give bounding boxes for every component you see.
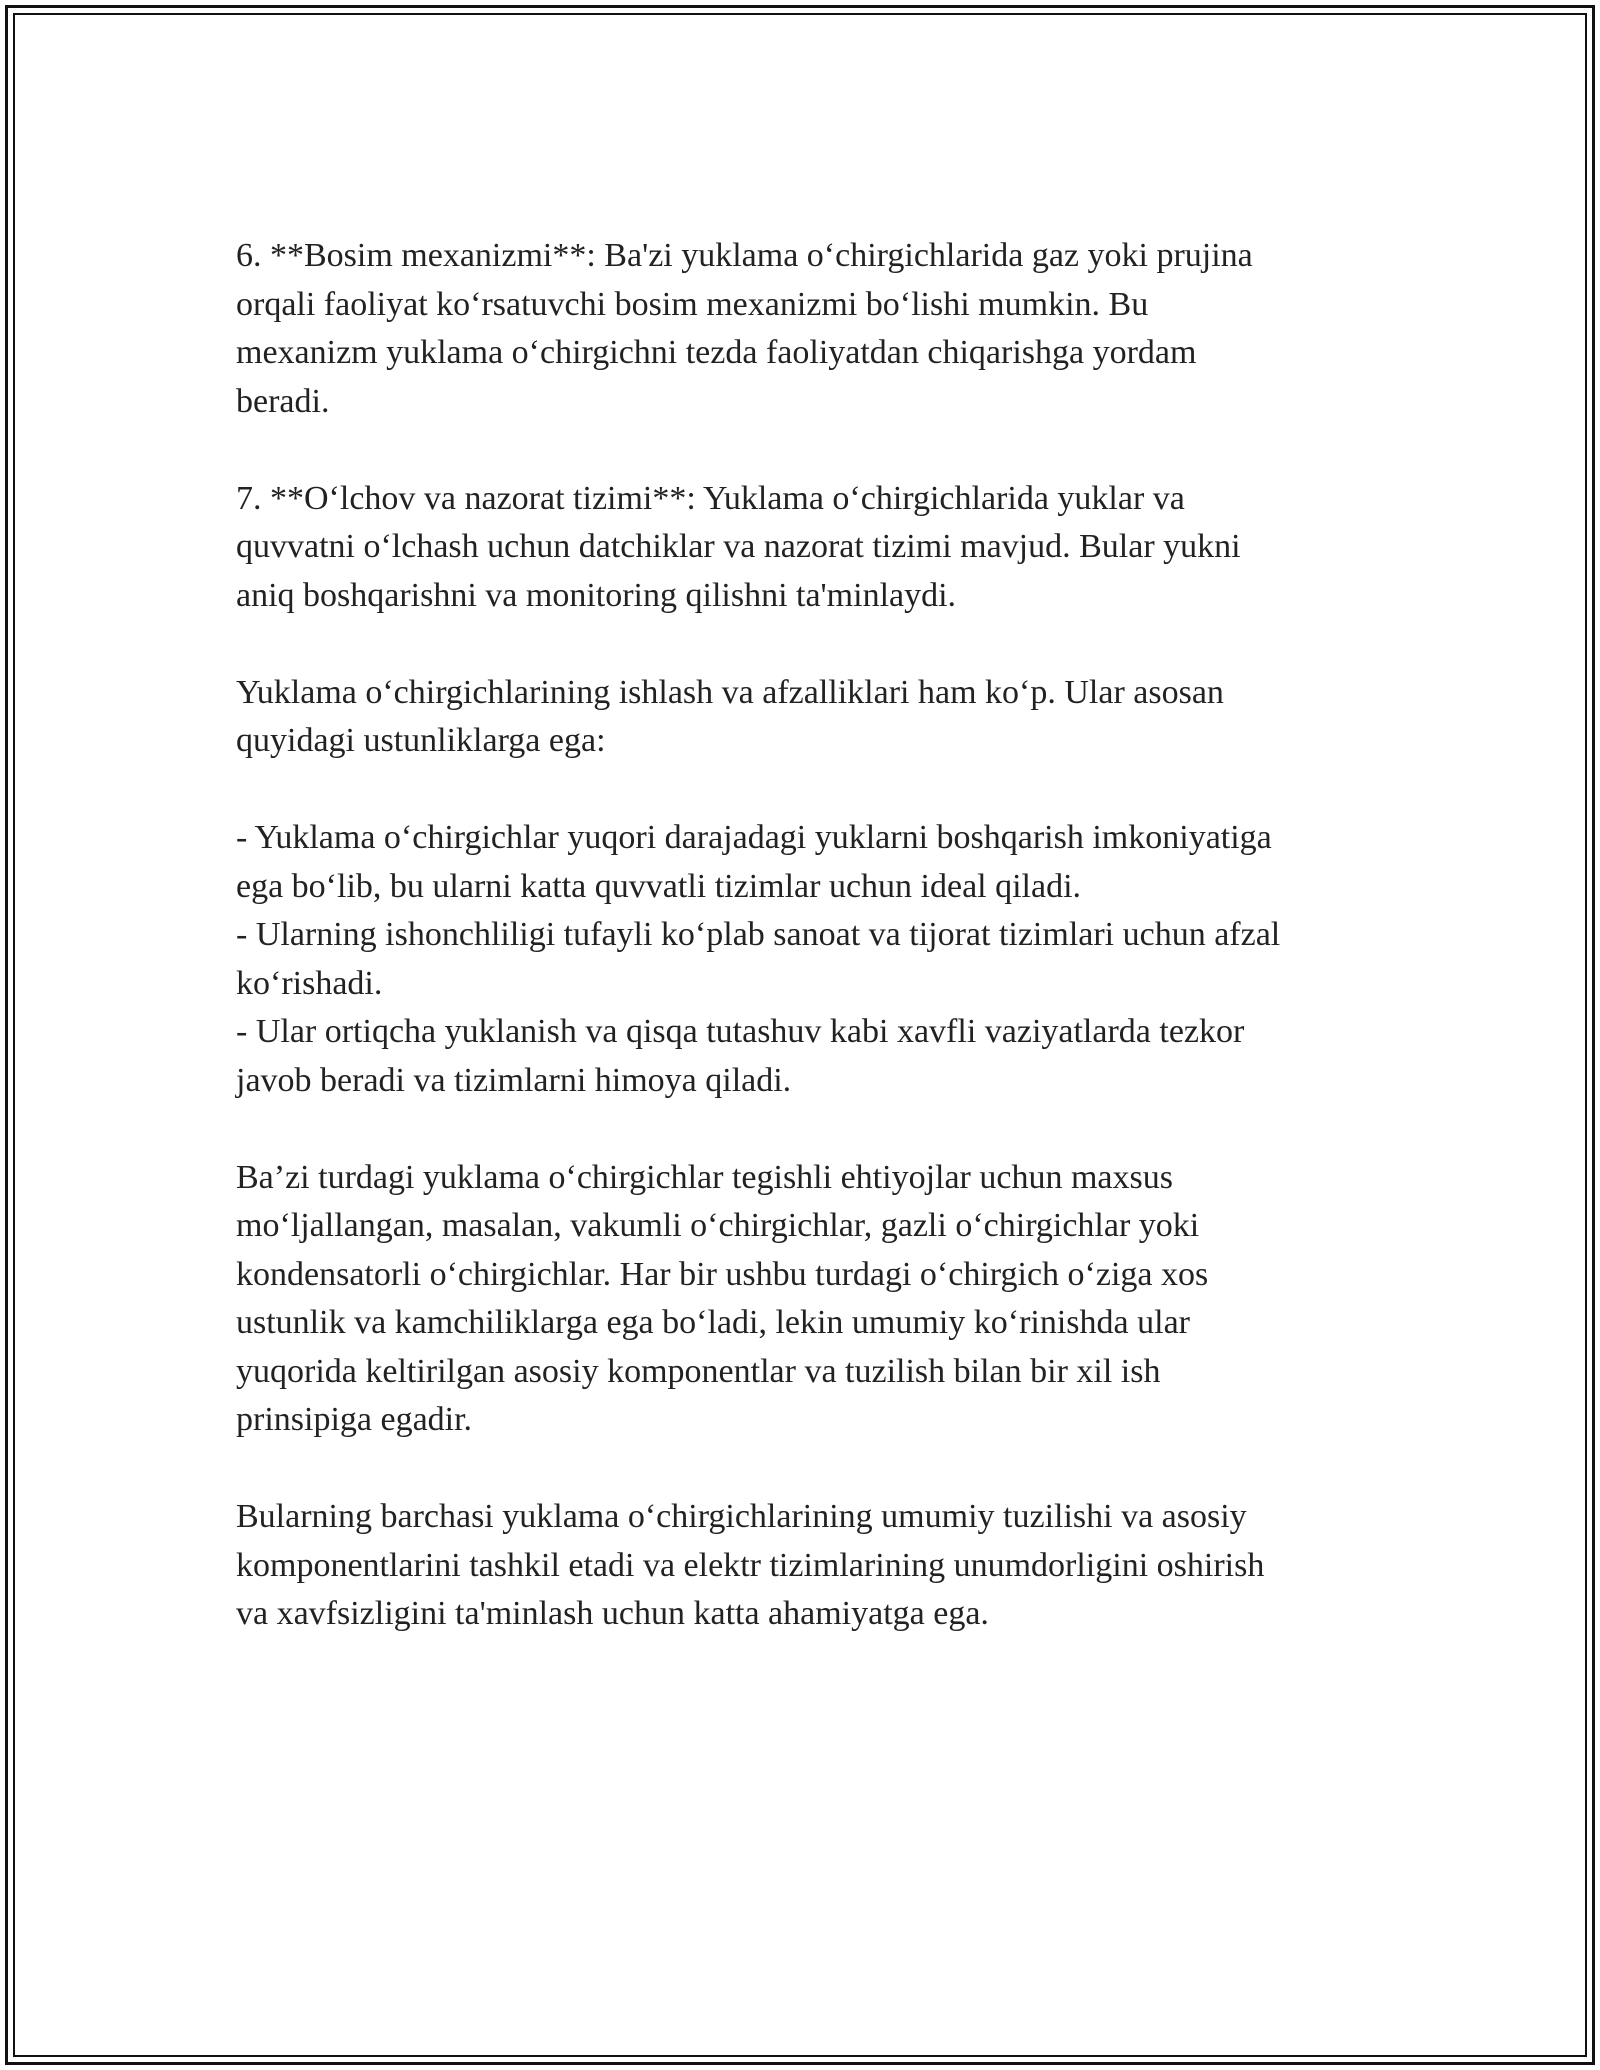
paragraph-turlari: Ba’zi turdagi yuklama o‘chirgichlar tegishli ehtiyojlar uchun maxsus mo‘ljallangan, masalan, vakumli o‘chirgichlar, gazli o‘chirgichlar yoki kondensatorli o‘chirgichlar. Har bir ushbu turdagi o‘chirgich o‘ziga xos ustunlik va kamchiliklarga ega bo‘ladi, lekin umumiy ko‘rinishda ular yuqorida keltirilgan asosiy komponentlar va tuzilish bilan bir xil ish prinsipiga egadir. <box>236 1158 1209 1438</box>
paragraph-xulosa: Bularning barchasi yuklama o‘chirgichlarining umumiy tuzilishi va asosiy komponentlarini tashkil etadi va elektr tizimlarining unumdorligini oshirish va xavfsizligini ta'minlash uchun katta ahamiyatga ega. <box>236 1498 1265 1632</box>
paragraph-ustunliklar-list: - Yuklama o‘chirgichlar yuqori darajadagi yuklarni boshqarish imkoniyatiga ega bo‘lib, bu ularni katta quvvatli tizimlar uchun ideal qiladi. - Ularning ishonchliligi tufayli ko‘plab sanoat va tijorat tizimlari uchun afzal ko‘rishadi. - Ular ortiqcha yuklanish va qisqa tutashuv kabi xavfli vaziyatlarda tezkor javob beradi va tizimlarni himoya qiladi. <box>236 819 1281 1099</box>
paragraph-afzalliklar-intro: Yuklama o‘chirgichlarining ishlash va afzalliklari ham ko‘p. Ular asosan quyidagi ustunliklarga ega: <box>236 673 1224 759</box>
paragraph-olchov-nazorat: 7. **O‘lchov va nazorat tizimi**: Yuklama o‘chirgichlarida yuklar va quvvatni o‘lchash uchun datchiklar va nazorat tizimi mavjud. Bular yukni aniq boshqarishni va monitoring qilishni ta'minlaydi. <box>236 479 1241 614</box>
paragraph-bosim-mexanizmi: 6. **Bosim mexanizmi**: Ba'zi yuklama o‘chirgichlarida gaz yoki prujina orqali faoliyat ko‘rsatuvchi bosim mexanizmi bo‘lishi mumkin. Bu mexanizm yuklama o‘chirgichni tezda faoliyatdan chiqarishga yordam beradi. <box>236 237 1253 420</box>
document-body <box>236 232 1376 1687</box>
